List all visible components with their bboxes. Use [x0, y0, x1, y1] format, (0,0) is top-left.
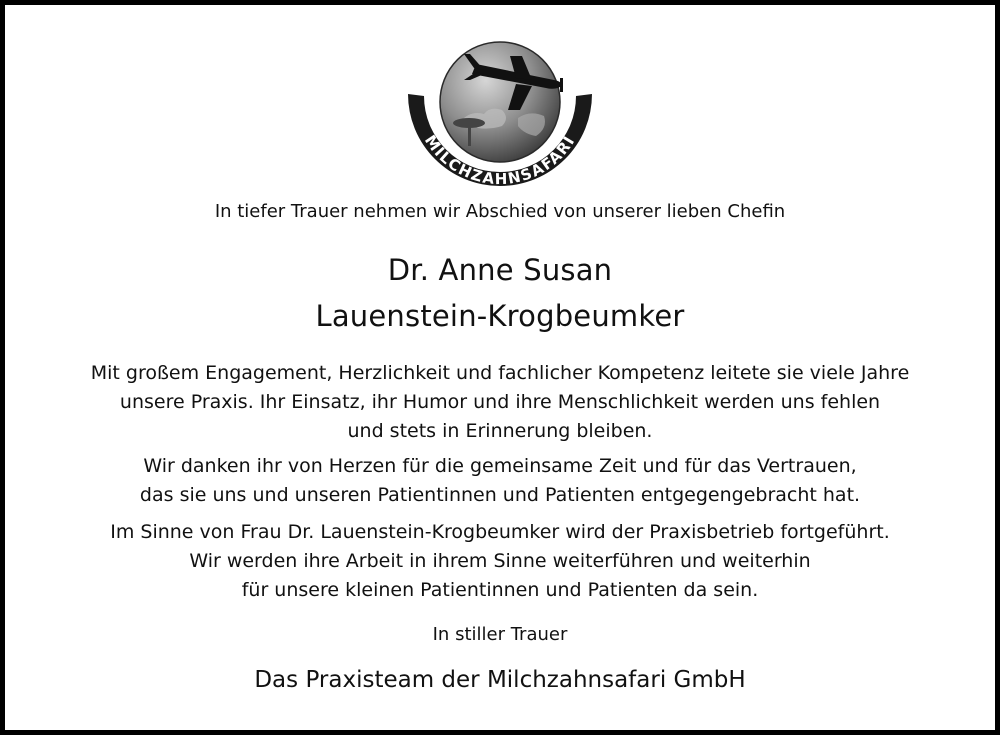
- paragraph-line: Im Sinne von Frau Dr. Lauenstein-Krogbeumker wird der Praxisbetrieb fortgeführt.: [110, 521, 890, 543]
- milchzahnsafari-logo: [398, 40, 602, 190]
- globe-icon: [440, 42, 560, 162]
- signature-text: Das Praxisteam der Milchzahnsafari GmbH: [254, 667, 746, 693]
- tribute-paragraph-3: [0, 518, 1000, 605]
- intro-text: In tiefer Trauer nehmen wir Abschied von unserer lieben Chefin: [214, 201, 786, 222]
- paragraph-line: das sie uns und unseren Patientinnen und Patienten entgegengebracht hat.: [139, 484, 861, 506]
- paragraph-line: für unsere kleinen Patientinnen und Patienten da sein.: [241, 579, 759, 601]
- deceased-name-line-1: Dr. Anne Susan: [387, 253, 613, 287]
- deceased-name-line-2: Lauenstein-Krogbeumker: [315, 299, 685, 333]
- paragraph-line: Mit großem Engagement, Herzlichkeit und fachlicher Kompetenz leitete sie viele Jahre: [90, 362, 910, 384]
- tribute-paragraph-1: [0, 359, 1000, 446]
- logo-wordmark: MILCHZAHNSAFARI: [420, 131, 579, 189]
- closing-text: In stiller Trauer: [432, 624, 568, 645]
- tribute-paragraph-2: [0, 452, 1000, 510]
- paragraph-line: unsere Praxis. Ihr Einsatz, ihr Humor und ihre Menschlichkeit werden uns fehlen: [119, 391, 881, 413]
- paragraph-line: Wir danken ihr von Herzen für die gemeinsame Zeit und für das Vertrauen,: [143, 455, 857, 477]
- paragraph-line: und stets in Erinnerung bleiben.: [347, 420, 653, 442]
- paragraph-line: Wir werden ihre Arbeit in ihrem Sinne weiterführen und weiterhin: [189, 550, 811, 572]
